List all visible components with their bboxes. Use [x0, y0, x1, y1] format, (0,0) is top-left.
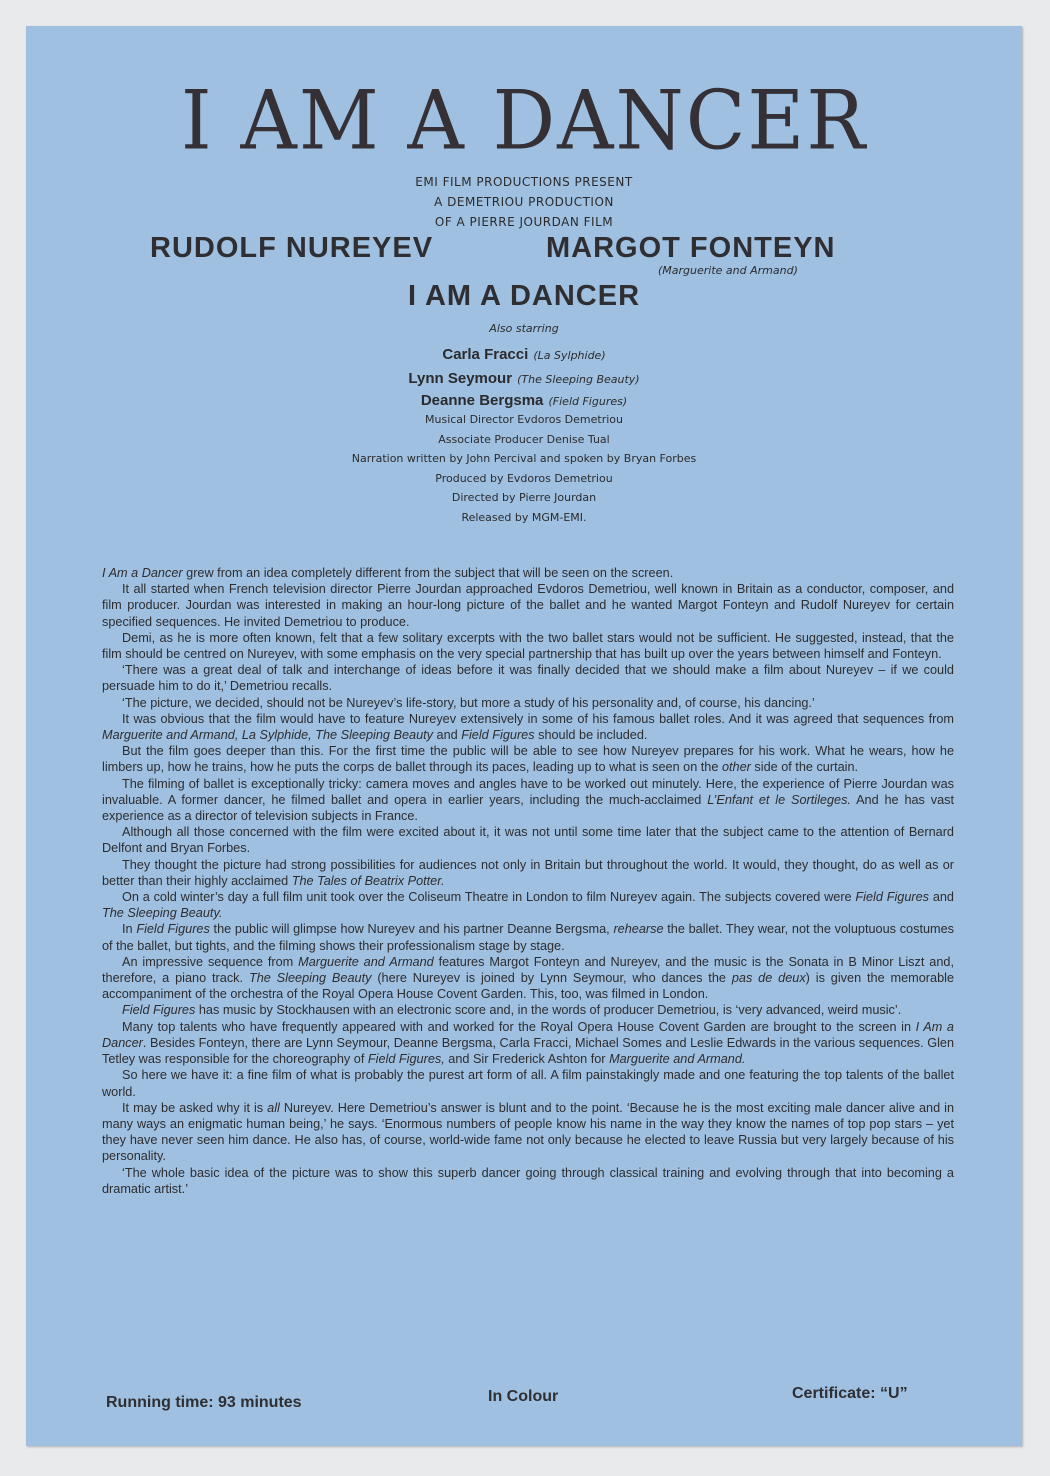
sub-title: I AM A DANCER [407, 280, 641, 312]
credit-line: Produced by Evdoros Demetriou [435, 471, 613, 485]
costar-line [26, 390, 1022, 409]
credits-block [26, 410, 1022, 527]
body-paragraph: It all started when French television director Pierre Jourdan approached Evdoros Demetriou, well known in Britain as a conductor, composer, and film producer. Jourdan was interested in making an hour-long picture of the ballet and he wanted Margot Fonteyn and Rudolf Nureyev for certain specified sequences. He invited Demetriou to produce. [102, 582, 954, 629]
body-paragraph: I Am a Dancer grew from an idea completely different from the subject that will be seen on the screen. [102, 566, 674, 580]
costar-line [26, 368, 1022, 387]
credit-line: Musical Director Evdoros Demetriou [425, 413, 623, 426]
colour-note: In Colour [488, 1388, 559, 1405]
body-paragraph: Demi, as he is more often known, felt that a few solitary excerpts with the two ballet stars would not be sufficient. He suggested, instead, that the film should be centred on Nureyev, with some emphasis on the very special partnership that has built up over the years between himself and Fonteyn. [102, 630, 954, 662]
body-paragraph: It may be asked why it is all Nureyev. Here Demetriou’s answer is blunt and to the point. ‘Because he is the most exciting male dancer alive and in many ways an enigmatic human being,’ he says. ‘Enormous numbers of people know his name in the way they know the names of top pop stars – yet they have never seen him dance. He also has, of course, world-wide fame not only because he elected to leave Russia but very largely because of his personality. [102, 1100, 955, 1164]
presenter-block [26, 172, 1022, 232]
costar-role: (The Sleeping Beauty) [517, 373, 640, 386]
costar-role: (La Sylphide) [533, 349, 606, 362]
credit-line: Released by MGM-EMI. [461, 510, 587, 524]
synopsis-body [102, 565, 954, 1197]
also-starring-label: Also starring [489, 322, 559, 335]
body-paragraph: They thought the picture had strong possibilities for audiences not only in Britain but throughout the world. It would, they thought, do as well as or better than their highly acclaimed The Tales of Beatrix Potter. [102, 857, 954, 888]
presenter-line: OF A PIERRE JOURDAN FILM [434, 215, 614, 229]
running-time: Running time: 93 minutes [106, 1394, 302, 1411]
body-paragraph: ‘The whole basic idea of the picture was to show this superb dancer going through classical training and evolving through that into becoming a dramatic artist.’ [102, 1165, 954, 1196]
body-paragraph: Although all those concerned with the film were excited about it, it was not until some time later that the subject came to the attention of Bernard Delfont and Bryan Forbes. [102, 825, 954, 856]
credit-line: Associate Producer Denise Tual [438, 432, 610, 446]
presenter-line: EMI FILM PRODUCTIONS PRESENT [415, 175, 633, 189]
star-fonteyn: MARGOT FONTEYN [546, 232, 836, 264]
body-paragraph: On a cold winter’s day a full film unit took over the Coliseum Theatre in London to film Nureyev again. The subjects covered were Field Figures and The Sleeping Beauty. [102, 890, 954, 921]
body-paragraph: Many top talents who have frequently appeared with and worked for the Royal Opera House Covent Garden are brought to the screen in I Am a Dancer. Besides Fonteyn, there are Lynn Seymour, Deanne Bergsma, Carla Fracci, Michael Somes and Leslie Edwards in the various sequences. Glen Tetley was responsible for the choreography of Field Figures, and Sir Frederick Ashton for Marguerite and Armand. [102, 1019, 954, 1067]
body-paragraph: It was obvious that the film would have to feature Nureyev extensively in some of his famous ballet roles. And it was agreed that sequences from Marguerite and Armand, La Sylphide, The Sleeping Beauty and Field Figures should be included. [102, 711, 954, 743]
press-sheet [26, 26, 1022, 1446]
main-title: I AM A DANCER [180, 73, 868, 169]
body-paragraph: But the film goes deeper than this. For the first time the public will be able to see how Nureyev prepares for his work. What he wears, how he limbers up, how he trains, how he puts the corps de ballet through its paces, leading up to what is seen on the other side of the curtain. [102, 744, 954, 775]
body-paragraph: In Field Figures the public will glimpse how Nureyev and his partner Deanne Bergsma, rehearse the ballet. They wear, not the voluptuous costumes of the ballet, but tights, and the filming shows their professionalism stage by stage. [102, 922, 954, 953]
costar-line [26, 344, 1022, 363]
presenter-line: A DEMETRIOU PRODUCTION [434, 195, 614, 209]
body-paragraph: ‘There was a great deal of talk and interchange of ideas before it was finally decided that we should make a film about Nureyev – if we could persuade him to do it,’ Demetriou recalls. [102, 663, 954, 694]
costar-name: Carla Fracci [442, 346, 529, 363]
certificate: Certificate: “U” [792, 1385, 908, 1402]
body-paragraph: Field Figures has music by Stockhausen with an electronic score and, in the words of producer Demetriou, is ‘very advanced, weird music’. [122, 1003, 902, 1018]
body-paragraph: The filming of ballet is exceptionally tricky: camera moves and angles have to be worked out minutely. Here, the experience of Pierre Jourdan was invaluable. A former dancer, he filmed ballet and opera in earlier years, including the much-acclaimed L’Enfant et le Sortileges. And he has vast experience as a director of television subjects in France. [102, 776, 955, 824]
body-paragraph: ‘The picture, we decided, should not be Nureyev’s life-story, but more a study of his personality and, of course, his dancing.’ [122, 695, 815, 710]
costar-name: Lynn Seymour [408, 370, 513, 387]
body-paragraph: An impressive sequence from Marguerite and Armand features Margot Fonteyn and Nureyev, and the music is the Sonata in B Minor Liszt and, therefore, a piano track. The Sleeping Beauty (here Nureyev is joined by Lynn Seymour, who dances the pas de deux) is given the memorable accompaniment of the orchestra of the Royal Opera House Covent Garden. This, too, was filmed in London. [102, 954, 954, 1002]
body-paragraph: So here we have it: a fine film of what is probably the purest art form of all. A film painstakingly made and one featuring the top talents of the ballet world. [102, 1068, 954, 1099]
credit-line: Narration written by John Percival and spoken by Bryan Forbes [351, 452, 697, 465]
costar-role: (Field Figures) [548, 395, 628, 408]
star-fonteyn-role: (Marguerite and Armand) [658, 264, 798, 277]
credit-line: Directed by Pierre Jourdan [451, 491, 597, 504]
star-nureyev: RUDOLF NUREYEV [150, 232, 434, 264]
costar-name: Deanne Bergsma [420, 392, 544, 409]
